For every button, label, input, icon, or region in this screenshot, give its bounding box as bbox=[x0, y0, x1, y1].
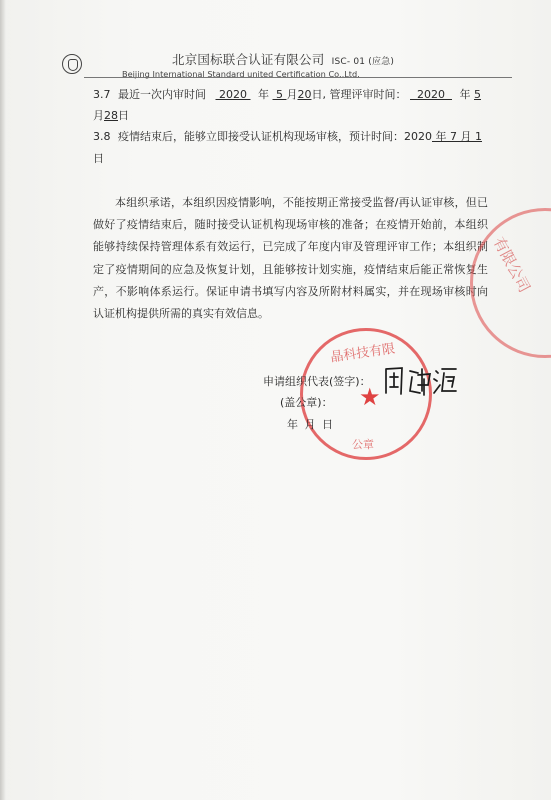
item-3-8-line1 bbox=[93, 128, 482, 144]
company-name-en: Beijing International Standard united Certification Co.,Ltd. bbox=[122, 69, 360, 79]
onsite-day: 1 bbox=[475, 130, 482, 143]
audit-day: 20 bbox=[297, 88, 312, 101]
onsite-month: 7 bbox=[450, 130, 457, 143]
audit-year: 2020 bbox=[219, 88, 247, 101]
seal-bottom-text: 公章 bbox=[352, 438, 374, 451]
commitment-paragraph: 本组织承诺，本组织因疫情影响，不能按期正常接受监督/再认证审核，但已做好了疫情结束后，随时接受认证机构现场审核的准备；在疫情开始前，本组织能够持续保持管理体系有效运行，已完成了年度内审及管理评审工作；本组织制定了疫情期间的应急及恢复计划，且能够按计划实施，疫情结束后能正常恢复生产，不影响体系运行。保证申请书填写内容及所附材料属实，并在现场审核时向认证机构提供所需的真实有效信息。 bbox=[93, 196, 488, 321]
day-unit: 日 bbox=[93, 152, 104, 165]
year-unit: 年 bbox=[435, 130, 447, 143]
header-title bbox=[172, 50, 394, 68]
item-number: 3.7 bbox=[93, 88, 111, 101]
onsite-year: 2020 bbox=[404, 130, 432, 143]
company-name-cn: 北京国标联合认证有限公司 bbox=[172, 52, 325, 67]
header-divider bbox=[84, 77, 512, 78]
day-unit: 日 bbox=[311, 88, 323, 101]
mgmt-review-label: 管理评审时间： bbox=[329, 88, 407, 101]
day-unit: 日 bbox=[118, 109, 129, 122]
seal-top-text: 晶科技有限 bbox=[329, 341, 397, 366]
mgmt-month: 5 bbox=[474, 88, 481, 101]
representative-signature-label: 申请组织代表(签字)： bbox=[263, 375, 371, 388]
month-unit: 月 bbox=[286, 88, 298, 101]
company-logo-icon bbox=[62, 54, 82, 74]
month-unit: 月 bbox=[93, 109, 104, 122]
item-3-7-line2 bbox=[93, 107, 129, 123]
handwritten-signature bbox=[380, 361, 460, 399]
year-unit: 年 bbox=[459, 88, 471, 101]
audit-time-label: 最近一次内审时间 bbox=[118, 88, 206, 101]
item-3-8-text: 疫情结束后，能够立即接受认证机构现场审核，预计时间： bbox=[118, 130, 404, 143]
mgmt-day: 28 bbox=[104, 109, 118, 122]
item-3-8-line2 bbox=[93, 150, 104, 166]
audit-month: 5 bbox=[276, 88, 283, 101]
item-3-7-line1: 3.7 最近一次内审时间 2020 年 5 月20日, 管理评审时间： 2020 年 5 bbox=[93, 88, 481, 101]
company-stamp-label: (盖公章)： bbox=[280, 396, 333, 409]
doc-code: ISC- 01 (应急) bbox=[331, 57, 395, 67]
partial-seal-text: 有限公司 bbox=[489, 234, 534, 296]
item-number: 3.8 bbox=[93, 130, 111, 143]
month-unit: 月 bbox=[460, 130, 472, 143]
mgmt-year: 2020 bbox=[417, 88, 445, 101]
year-unit: 年 bbox=[258, 88, 269, 101]
signature-date-label: 年 月 日 bbox=[287, 418, 333, 431]
seal-star-icon: ★ bbox=[359, 383, 381, 411]
